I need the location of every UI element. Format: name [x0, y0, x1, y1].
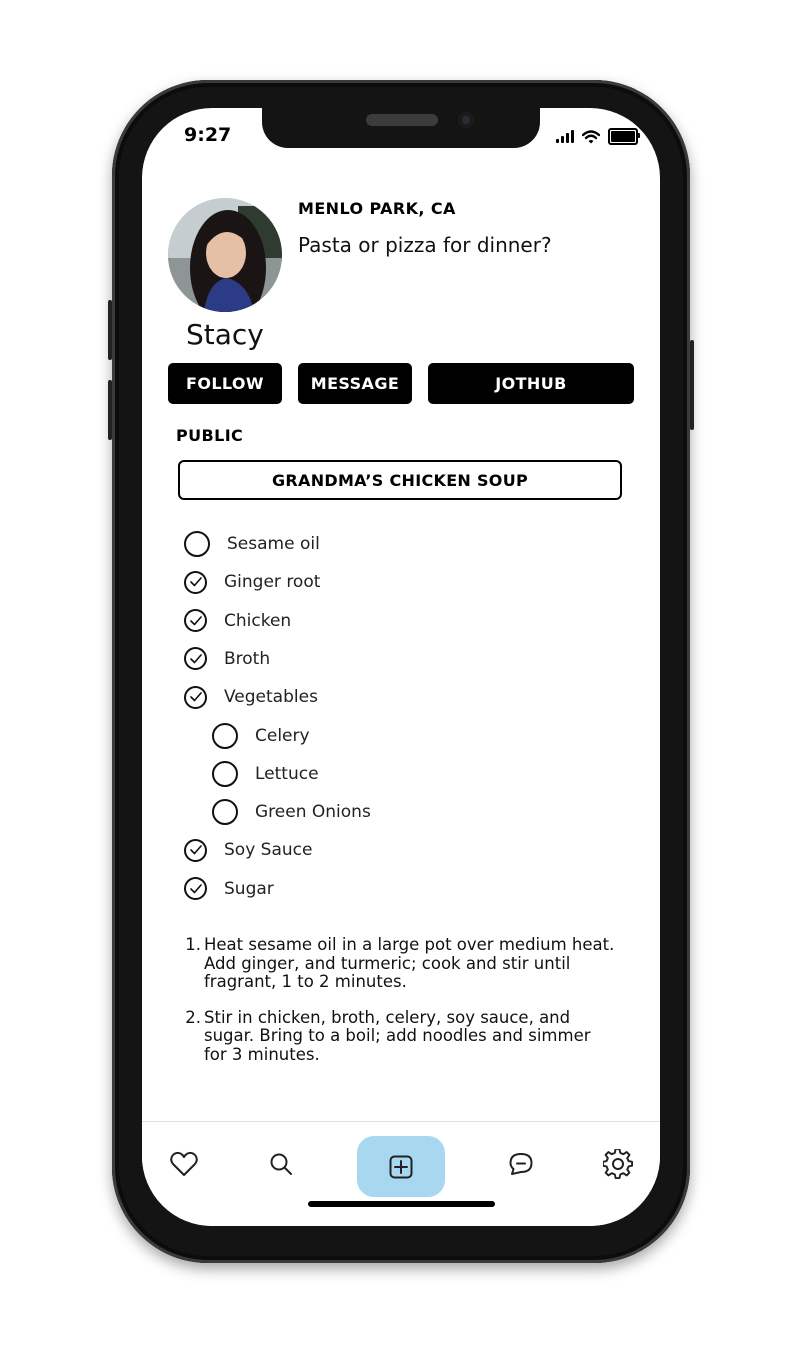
- ingredient-item[interactable]: [184, 875, 274, 903]
- chat-icon: [508, 1152, 534, 1176]
- recipe-step: [176, 936, 616, 992]
- unchecked-circle-icon[interactable]: [184, 531, 210, 557]
- power-button: [690, 340, 694, 430]
- step-number: 1.: [185, 935, 201, 954]
- checked-circle-icon[interactable]: [184, 839, 207, 862]
- step-text: Heat sesame oil in a large pot over medium heat. Add ginger, and turmeric; cook and stir until fragrant, 1 to 2 minutes.: [204, 935, 615, 991]
- front-camera: [458, 112, 474, 128]
- location-label: MENLO PARK, CA: [298, 199, 456, 218]
- jothub-button[interactable]: JOTHUB: [428, 363, 634, 404]
- step-text: Stir in chicken, broth, celery, soy sauce, and sugar. Bring to a boil; add noodles and simmer for 3 minutes.: [204, 1007, 591, 1064]
- ingredient-label: Lettuce: [255, 763, 319, 784]
- ingredient-label: Vegetables: [224, 687, 318, 708]
- phone-screen: [142, 108, 660, 1226]
- follow-button[interactable]: FOLLOW: [168, 363, 282, 404]
- volume-button: [108, 380, 112, 440]
- ingredient-label: Soy Sauce: [224, 840, 313, 861]
- status-message: Pasta or pizza for dinner?: [298, 233, 552, 257]
- ingredient-item[interactable]: [212, 798, 371, 826]
- battery-icon: [608, 128, 638, 145]
- user-name: Stacy: [186, 318, 264, 351]
- speaker: [366, 114, 438, 126]
- ingredient-item[interactable]: [184, 530, 320, 558]
- add-icon: [389, 1155, 413, 1179]
- wifi-icon: [582, 130, 600, 144]
- ingredient-item[interactable]: [184, 568, 320, 596]
- status-time: 9:27: [184, 124, 232, 146]
- tab-search[interactable]: [261, 1144, 301, 1184]
- ingredient-item[interactable]: [212, 722, 310, 750]
- step-list: [176, 936, 616, 1081]
- checked-circle-icon[interactable]: [184, 877, 207, 900]
- ingredient-label: Green Onions: [255, 802, 371, 823]
- search-icon: [269, 1152, 293, 1176]
- notch: [262, 108, 540, 148]
- checked-circle-icon[interactable]: [184, 647, 207, 670]
- unchecked-circle-icon[interactable]: [212, 761, 238, 787]
- status-icons: [556, 128, 638, 145]
- tab-bar: [142, 1121, 660, 1226]
- message-button[interactable]: MESSAGE: [298, 363, 412, 404]
- unchecked-circle-icon[interactable]: [212, 723, 238, 749]
- checked-circle-icon[interactable]: [184, 686, 207, 709]
- heart-icon: [170, 1151, 198, 1177]
- recipe-title[interactable]: GRANDMA’S CHICKEN SOUP: [178, 460, 622, 500]
- ingredient-item[interactable]: [184, 836, 312, 864]
- gear-icon: [603, 1149, 633, 1179]
- ingredient-label: Sugar: [224, 878, 274, 899]
- ingredient-label: Sesame oil: [227, 534, 320, 554]
- avatar[interactable]: [168, 198, 282, 312]
- unchecked-circle-icon[interactable]: [212, 799, 238, 825]
- checked-circle-icon[interactable]: [184, 609, 207, 632]
- signal-icon: [556, 130, 574, 143]
- ingredient-item[interactable]: [184, 683, 318, 711]
- section-label: PUBLIC: [176, 426, 244, 445]
- ingredient-item[interactable]: [184, 607, 291, 635]
- avatar-photo: [168, 198, 282, 312]
- step-number: 2.: [185, 1007, 201, 1027]
- ingredient-label: Broth: [224, 648, 271, 669]
- checked-circle-icon[interactable]: [184, 571, 207, 594]
- ingredient-item[interactable]: [184, 645, 270, 673]
- tab-favorites[interactable]: [164, 1144, 204, 1184]
- home-indicator: [308, 1201, 495, 1207]
- tab-messages[interactable]: [501, 1144, 541, 1184]
- tab-settings[interactable]: [598, 1144, 638, 1184]
- tab-add[interactable]: [357, 1136, 445, 1197]
- recipe-step: [176, 1009, 616, 1065]
- volume-button: [108, 300, 112, 360]
- ingredient-label: Chicken: [224, 610, 292, 631]
- ingredient-label: Ginger root: [224, 572, 321, 593]
- ingredient-item[interactable]: [212, 760, 319, 788]
- ingredient-label: Celery: [255, 725, 310, 746]
